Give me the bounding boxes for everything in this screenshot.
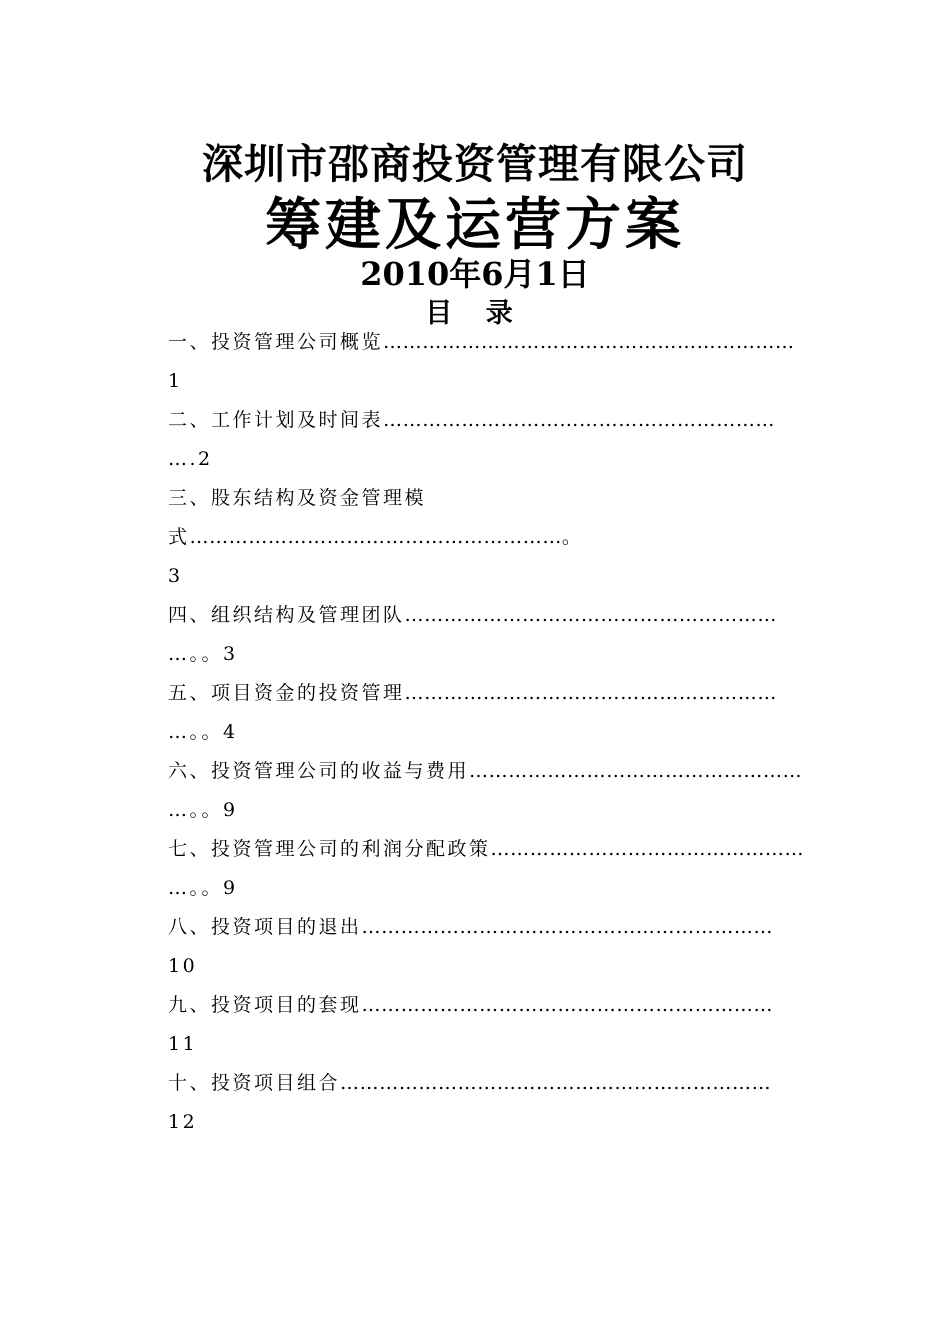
document-date: 2010年6月1日 xyxy=(360,255,590,293)
document-title: 筹建及运营方案 xyxy=(265,192,685,258)
toc-entry-label: 十、投资项目组合 xyxy=(168,1072,341,1094)
toc-entry[interactable] xyxy=(168,479,808,596)
toc-entry-leader: ……………………………………………………… xyxy=(383,331,795,353)
toc-entry[interactable] xyxy=(168,908,808,986)
toc-entry-leader: …………………………………………………。 xyxy=(189,526,582,548)
toc-entry[interactable] xyxy=(168,674,808,752)
toc-entry-page: 1 xyxy=(168,370,183,392)
company-name: 深圳市邵商投资管理有限公司 xyxy=(202,140,748,188)
toc-entry-leader: …………………………………………… xyxy=(469,760,803,782)
table-of-contents xyxy=(168,323,808,1142)
toc-entry-page: …。。9 xyxy=(168,799,238,821)
toc-entry[interactable] xyxy=(168,401,808,479)
toc-entry[interactable] xyxy=(168,1064,808,1142)
toc-entry-label: 九、投资项目的套现 xyxy=(168,994,362,1016)
toc-entry[interactable] xyxy=(168,986,808,1064)
toc-entry[interactable] xyxy=(168,830,808,908)
toc-entry-page: …。。3 xyxy=(168,643,238,665)
toc-entry-page: ….2 xyxy=(168,448,213,470)
toc-entry[interactable] xyxy=(168,596,808,674)
toc-entry-label: 四、组织结构及管理团队 xyxy=(168,604,405,626)
toc-entry-page: 10 xyxy=(168,955,198,977)
toc-entry-page: 11 xyxy=(168,1033,198,1055)
toc-entry-leader: ……………………………………………………… xyxy=(361,916,774,938)
toc-entry-page: …。。4 xyxy=(168,721,238,743)
toc-entry-leader: ………………………………………… xyxy=(490,838,805,860)
toc-entry-page: 12 xyxy=(168,1111,198,1133)
toc-entry-leader: …………………………………………………… xyxy=(383,409,776,431)
toc-entry-label: 三、股东结构及资金管理模式 xyxy=(168,487,427,548)
toc-entry-leader: ………………………………………………………… xyxy=(340,1072,772,1094)
toc-entry-page: …。。9 xyxy=(168,877,238,899)
toc-entry-label: 七、投资管理公司的利润分配政策 xyxy=(168,838,491,860)
toc-entry-label: 八、投资项目的退出 xyxy=(168,916,362,938)
toc-entry-leader: ………………………………………………… xyxy=(404,682,777,704)
toc-entry[interactable] xyxy=(168,323,808,401)
toc-heading: 目 录 xyxy=(425,298,525,329)
toc-entry-label: 六、投资管理公司的收益与费用 xyxy=(168,760,470,782)
toc-entry-page: 3 xyxy=(168,565,183,587)
toc-entry-label: 一、投资管理公司概览 xyxy=(168,331,384,353)
toc-entry-leader: ……………………………………………………… xyxy=(361,994,774,1016)
toc-entry[interactable] xyxy=(168,752,808,830)
toc-entry-label: 二、工作计划及时间表 xyxy=(168,409,384,431)
toc-entry-leader: ………………………………………………… xyxy=(404,604,777,626)
toc-entry-label: 五、项目资金的投资管理 xyxy=(168,682,405,704)
